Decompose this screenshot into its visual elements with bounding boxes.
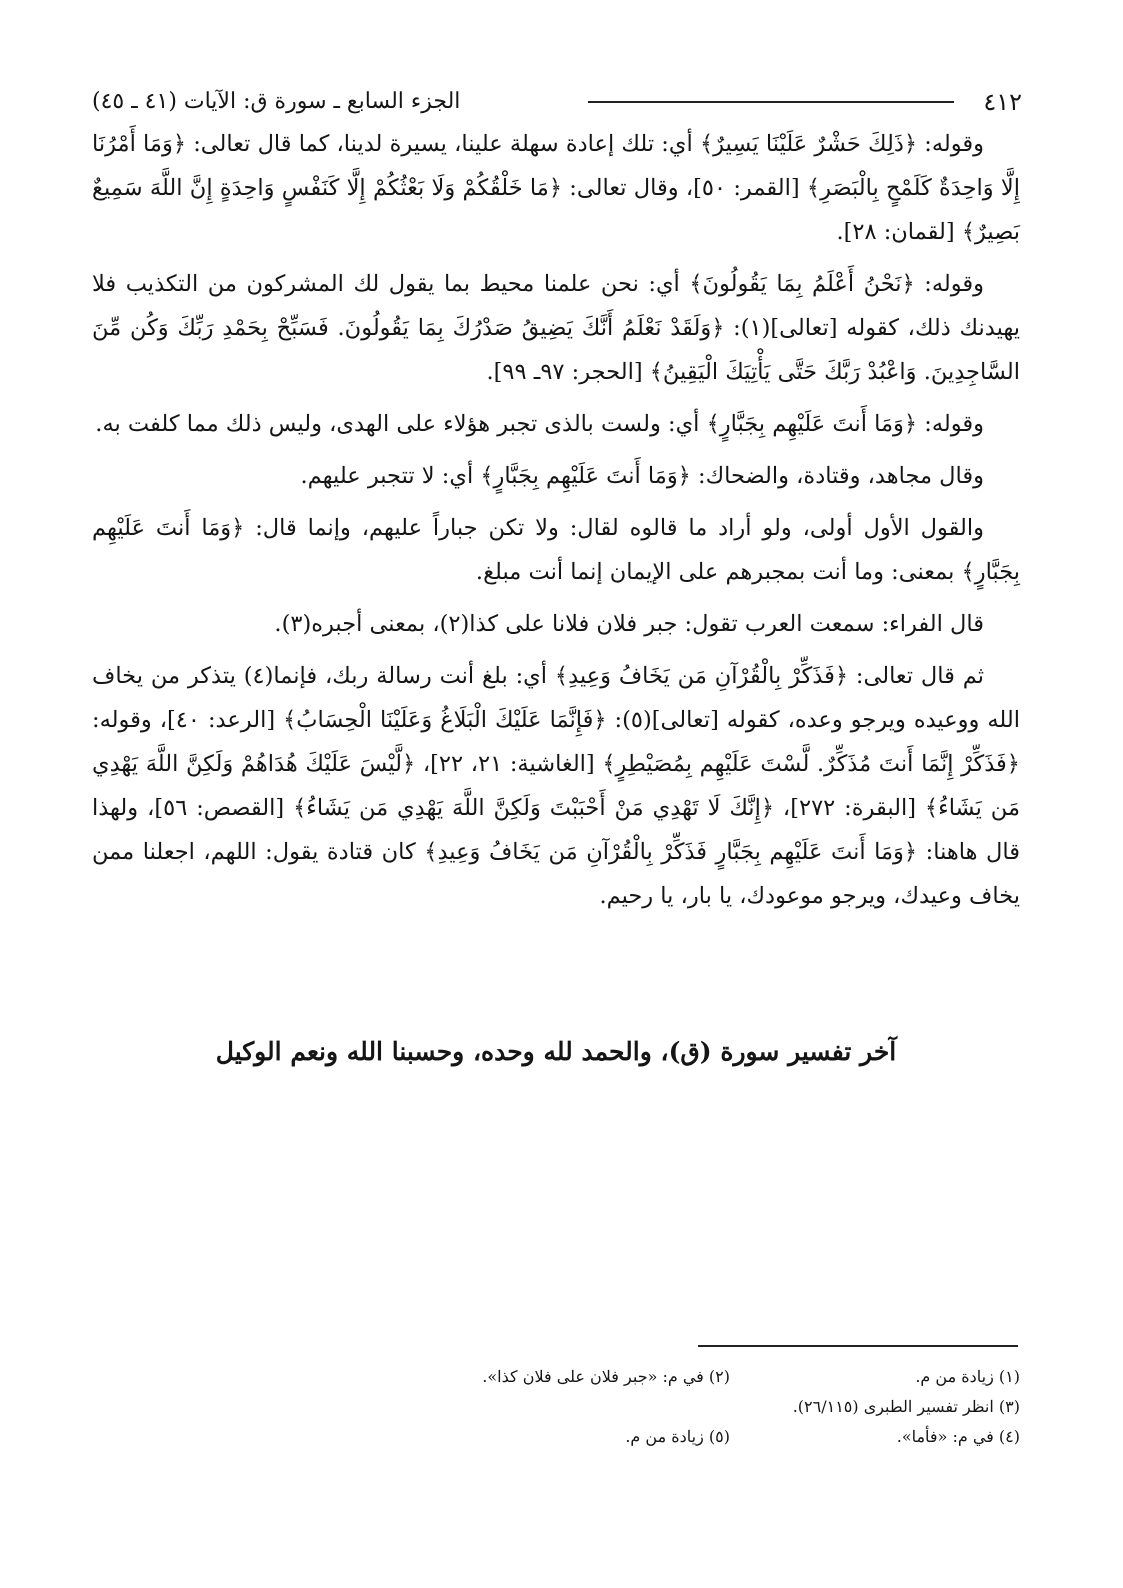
footnote: (٤) في م: «فأما».	[896, 1427, 1020, 1446]
footnote-row	[92, 1392, 1020, 1422]
paragraph: وقوله: ﴿نَحْنُ أَعْلَمُ بِمَا يَقُولُونَ﴾ أي: نحن علمنا محيط بما يقول لك المشركون من التكذيب فلا يهيدنك ذلك، كقوله [تعالى](١): ﴿وَلَقَدْ نَعْلَمُ أَنَّكَ يَضِيقُ صَدْرُكَ بِمَا يَقُولُونَ. فَسَبِّحْ بِحَمْدِ رَبِّكَ وَكُن مِّنَ السَّاجِدِينَ. وَاعْبُدْ رَبَّكَ حَتَّى يَأْتِيَكَ الْيَقِينُ﴾ [الحجر: ٩٧ـ ٩٩].	[92, 271, 1020, 385]
paragraph: وقوله: ﴿ذَلِكَ حَشْرٌ عَلَيْنَا يَسِيرٌ﴾ أي: تلك إعادة سهلة علينا، يسيرة لدينا، كما قال تعالى: ﴿وَمَا أَمْرُنَا إِلَّا وَاحِدَةٌ كَلَمْحٍ بِالْبَصَرِ﴾ [القمر: ٥٠]، وقال تعالى: ﴿مَا خَلْقُكُمْ وَلَا بَعْثُكُمْ إِلَّا كَنَفْسٍ وَاحِدَةٍ إِنَّ اللَّهَ سَمِيعٌ بَصِيرٌ﴾ [لقمان: ٢٨].	[92, 131, 1020, 245]
paragraph: وقال مجاهد، وقتادة، والضحاك: ﴿وَمَا أَنتَ عَلَيْهِم بِجَبَّارٍ﴾ أي: لا تتجبر عليهم.	[300, 463, 984, 489]
closing-line: آخر تفسير سورة (ق)، والحمد لله وحده، وحسبنا الله ونعم الوكيل	[215, 1037, 897, 1066]
page-number: ٤١٢	[983, 88, 1022, 116]
paragraph: قال الفراء: سمعت العرب تقول: جبر فلان فلانا على كذا(٢)، بمعنى أجبره(٣).	[274, 611, 984, 637]
paragraph: ثم قال تعالى: ﴿فَذَكِّرْ بِالْقُرْآنِ مَن يَخَافُ وَعِيدِ﴾ أي: بلغ أنت رسالة ربك، فإنما(٤) يتذكر من يخاف الله ووعيده ويرجو وعده، كقوله [تعالى](٥): ﴿فَإِنَّمَا عَلَيْكَ الْبَلَاغُ وَعَلَيْنَا الْحِسَابُ﴾ [الرعد: ٤٠]، وقوله: ﴿فَذَكِّرْ إِنَّمَا أَنتَ مُذَكِّرٌ. لَّسْتَ عَلَيْهِم بِمُصَيْطِرٍ﴾ [الغاشية: ٢١، ٢٢]، ﴿لَّيْسَ عَلَيْكَ هُدَاهُمْ وَلَكِنَّ اللَّهَ يَهْدِي مَن يَشَاءُ﴾ [البقرة: ٢٧٢]، ﴿إِنَّكَ لَا تَهْدِي مَنْ أَحْبَبْتَ وَلَكِنَّ اللَّهَ يَهْدِي مَن يَشَاءُ﴾ [القصص: ٥٦]، ولهذا قال هاهنا: ﴿وَمَا أَنتَ عَلَيْهِم بِجَبَّارٍ فَذَكِّرْ بِالْقُرْآنِ مَن يَخَافُ وَعِيدِ﴾ كان قتادة يقول: اللهم، اجعلنا ممن يخاف وعيدك، ويرجو موعودك، يا بار، يا رحيم.	[92, 663, 1020, 909]
main-text	[92, 122, 1020, 926]
footnote: (٣) انظر تفسير الطبرى (٢٦/١١٥).	[792, 1397, 1020, 1416]
header-title: الجزء السابع ـ سورة ق: الآيات (٤١ ـ ٤٥)	[92, 89, 461, 114]
paragraph: والقول الأول أولى، ولو أراد ما قالوه لقال: ولا تكن جباراً عليهم، وإنما قال: ﴿وَمَا أَنتَ عَلَيْهِم بِجَبَّارٍ﴾ بمعنى: وما أنت بمجبرهم على الإيمان إنما أنت مبلغ.	[92, 515, 1020, 585]
running-header	[92, 84, 1022, 120]
footnote-row	[92, 1362, 1020, 1392]
footnote-rule	[698, 1345, 1018, 1347]
footnotes	[92, 1362, 1020, 1452]
footnote: (٢) في م: «جبر فلان على فلان كذا».	[482, 1367, 730, 1386]
paragraph: وقوله: ﴿وَمَا أَنتَ عَلَيْهِم بِجَبَّارٍ﴾ أي: ولست بالذى تجبر هؤلاء على الهدى، وليس ذلك مما كلفت به.	[95, 411, 984, 437]
footnote: (٥) زيادة من م.	[625, 1427, 730, 1446]
header-rule	[588, 101, 954, 103]
footnote: (١) زيادة من م.	[915, 1367, 1020, 1386]
footnote-row	[92, 1422, 1020, 1452]
